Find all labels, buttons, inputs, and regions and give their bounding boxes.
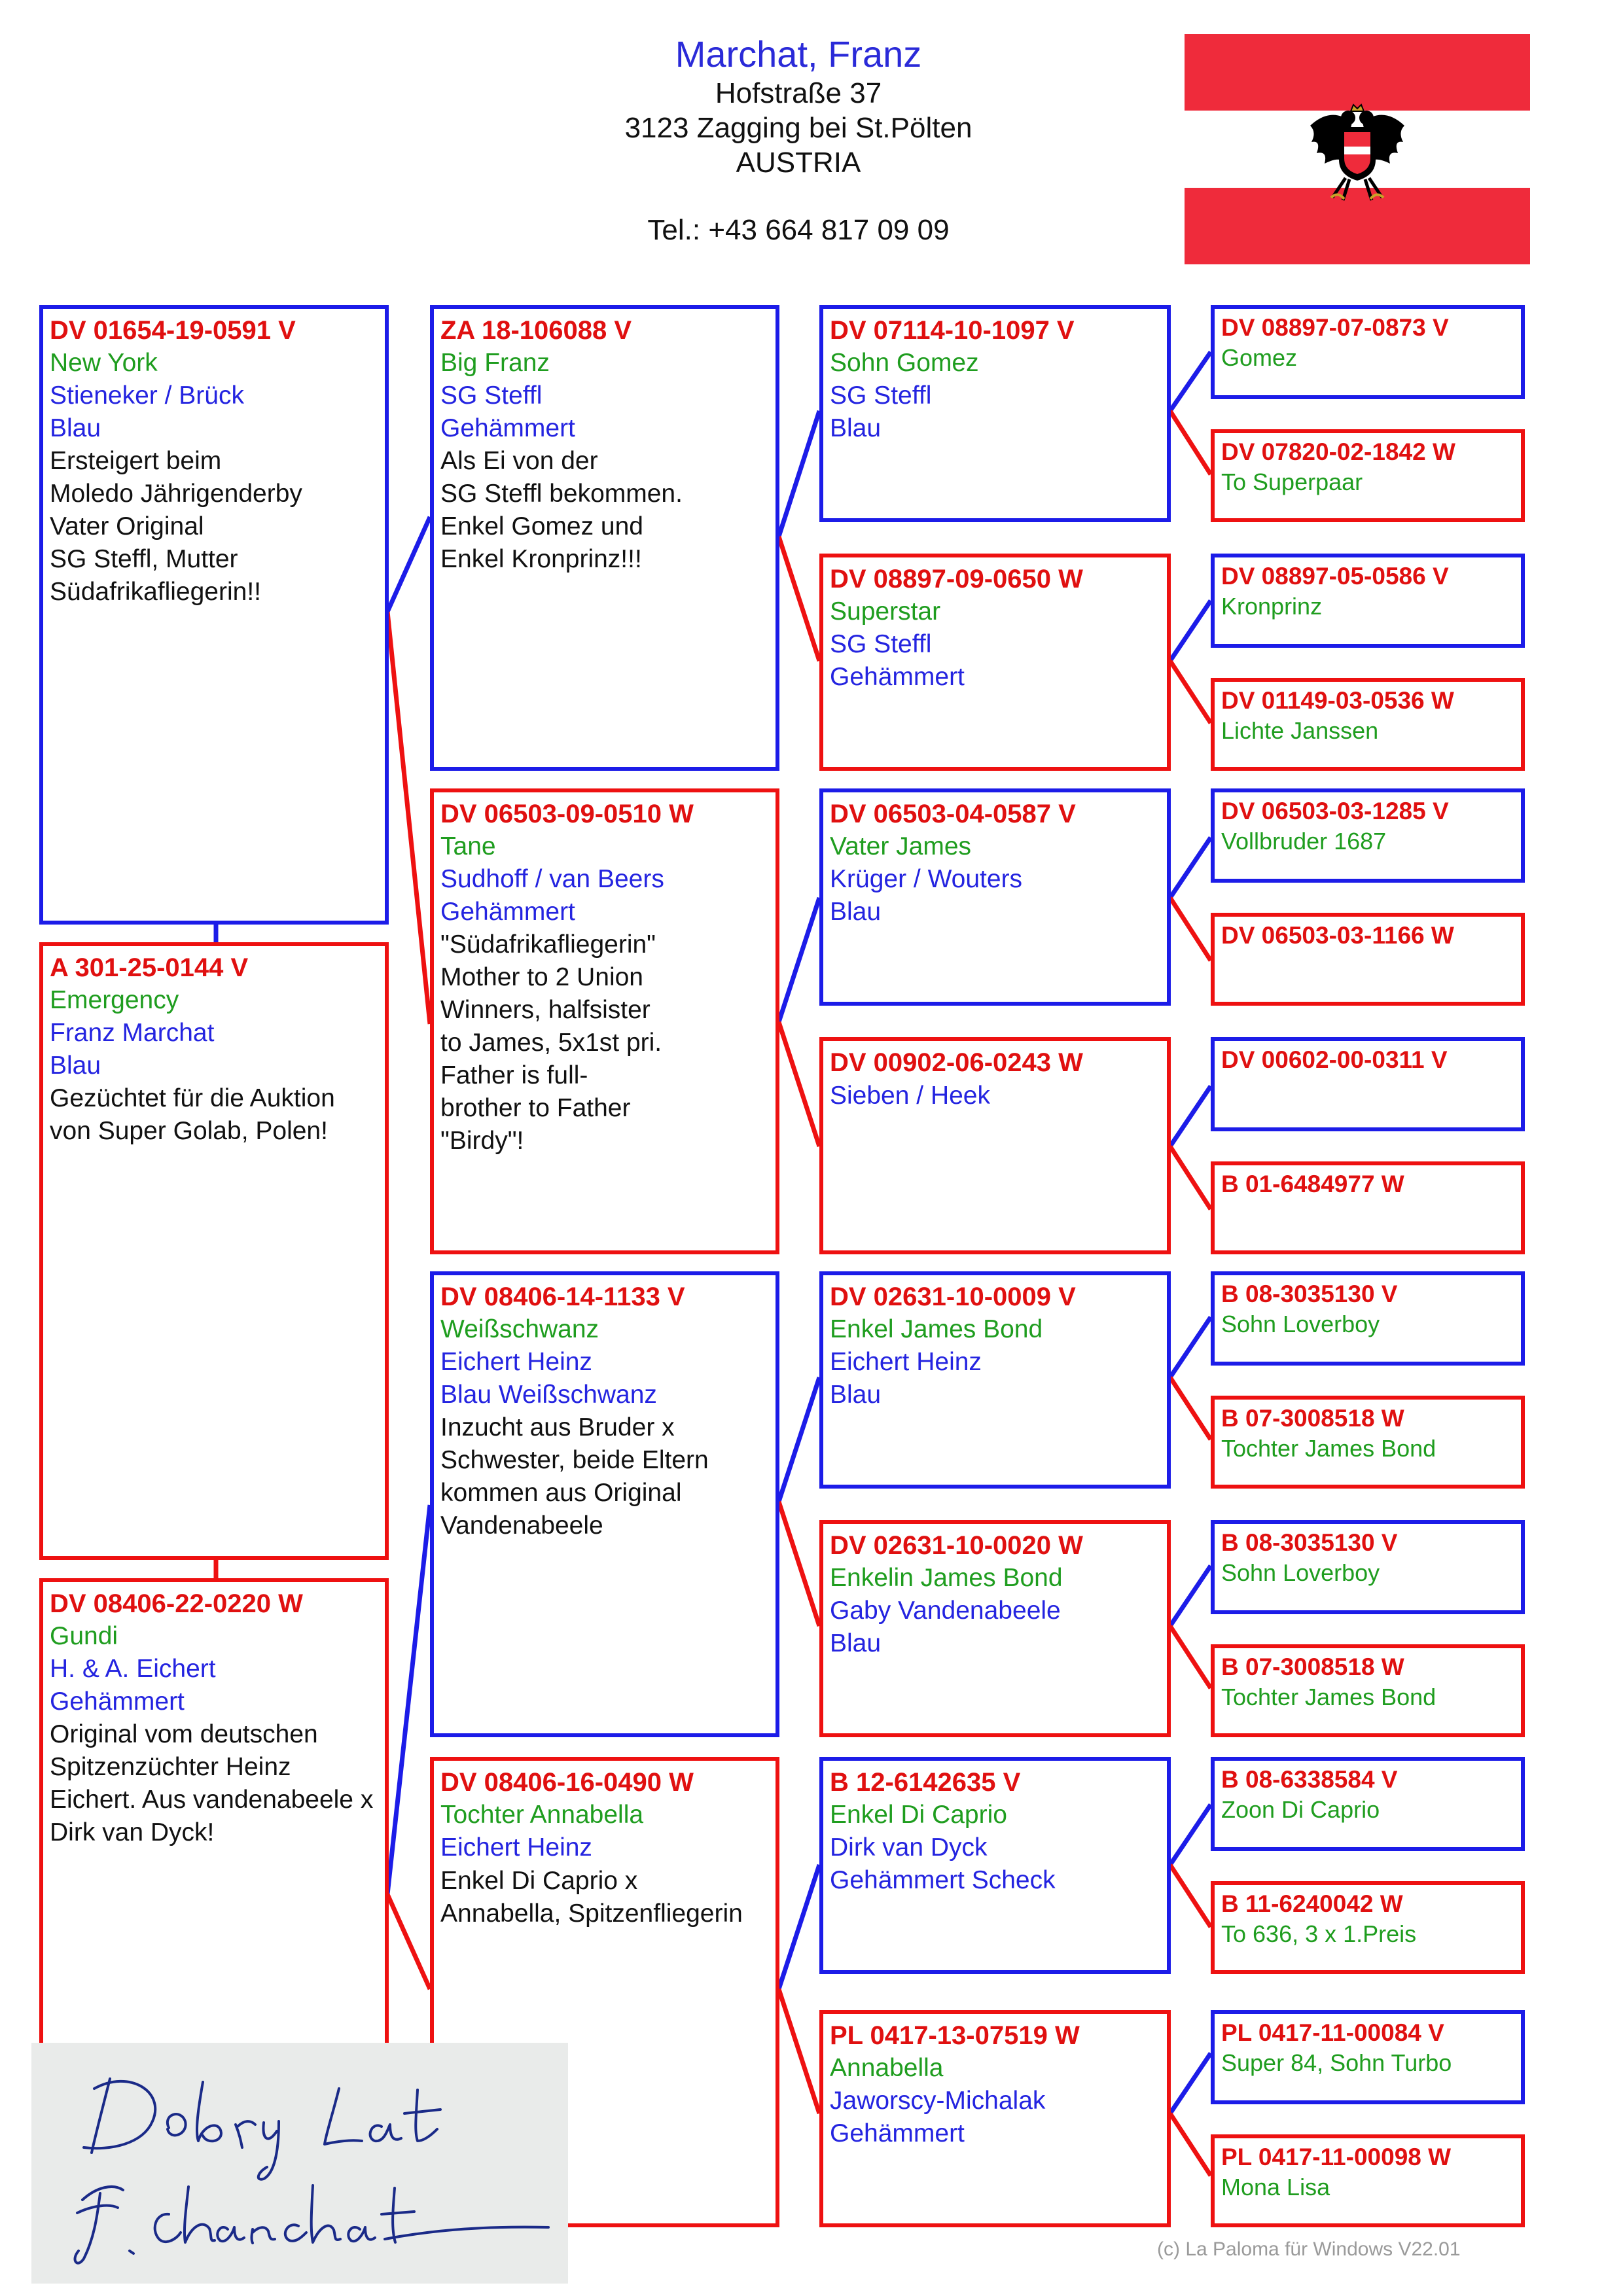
ring-number: B 12-6142635 V [830,1768,1021,1797]
pigeon-note: Gezüchtet für die Auktion von Super Golab, Polen! [50,1084,335,1145]
pigeon-name: Kronprinz [1221,593,1323,620]
pigeon-card-gg2 [819,554,1171,771]
plumage-color: Gehämmert [50,1687,185,1716]
ring-number: B 11-6240042 W [1221,1890,1403,1917]
ring-number: DV 01654-19-0591 V [50,316,296,345]
pigeon-note: Als Ei von der SG Steffl bekommen. Enkel Gomez und Enkel Kronprinz!!! [440,447,683,573]
ring-number: DV 06503-09-0510 W [440,800,694,828]
pigeon-card-subject [39,942,389,1560]
ring-number: DV 02631-10-0020 W [830,1531,1083,1560]
plumage-color: Gehämmert [440,898,575,926]
ring-number: B 08-3035130 V [1221,1280,1398,1307]
pigeon-card-ggg13 [1211,1757,1525,1851]
breeder: SG Steffl [830,630,932,658]
ring-number: DV 08897-07-0873 V [1221,314,1449,341]
ring-number: DV 06503-04-0587 V [830,800,1076,828]
ring-number: ZA 18-106088 V [440,316,632,345]
ring-number: B 07-3008518 W [1221,1653,1404,1680]
ring-number: DV 07114-10-1097 V [830,316,1075,345]
pigeon-name: Tochter James Bond [1221,1684,1436,1710]
breeder: SG Steffl [830,381,932,410]
ring-number: DV 08897-09-0650 W [830,565,1083,593]
pigeon-name: Tochter Annabella [440,1801,644,1829]
owner-city: 3123 Zagging bei St.Pölten [624,112,972,144]
owner-street: Hofstraße 37 [715,77,882,109]
pigeon-name [1221,1075,1514,1076]
pigeon-name: Vater James [830,832,972,860]
pigeon-note: Original vom deutschen Spitzenzüchter Heinz Eichert. Aus vandenabeele x Dirk van Dyck! [50,1720,374,1846]
pigeon-name: Mona Lisa [1221,2174,1330,2200]
ring-number: B 07-3008518 W [1221,1405,1404,1432]
pigeon-card-ggg6 [1211,913,1525,1006]
ring-number: B 01-6484977 W [1221,1171,1404,1197]
owner-country: AUSTRIA [736,147,861,179]
breeder: Sudhoff / van Beers [440,865,664,893]
pigeon-name: Gundi [50,1622,118,1650]
ring-number: DV 08897-05-0586 V [1221,563,1449,590]
plumage-color: Blau [830,1629,882,1657]
breeder: Eichert Heinz [830,1348,982,1376]
breeder: Dirk van Dyck [830,1833,988,1862]
ring-number: PL 0417-13-07519 W [830,2021,1080,2050]
pigeon-name: Enkel Di Caprio [830,1801,1007,1829]
pigeon-name: New York [50,349,158,377]
plumage-color: Blau Weißschwanz [440,1381,657,1409]
breeder: Eichert Heinz [440,1348,592,1376]
pigeon-name: Tochter James Bond [1221,1435,1436,1462]
plumage-color: Blau [50,414,101,442]
pigeon-card-gg5 [819,1271,1171,1489]
pigeon-card-ggg14 [1211,1881,1525,1974]
ring-number: DV 00602-00-0311 V [1221,1046,1448,1073]
pigeon-name: Lichte Janssen [1221,717,1379,744]
plumage-color: Gehämmert [830,663,965,691]
breeder: H. & A. Eichert [50,1655,216,1683]
pigeon-card-ggg11 [1211,1520,1525,1614]
pigeon-card-grandsire-paternal [430,305,779,771]
pigeon-card-gg3 [819,788,1171,1006]
ring-number: DV 06503-03-1285 V [1221,798,1449,824]
plumage-color: Gehämmert [440,414,575,442]
pigeon-name: Sohn Loverboy [1221,1559,1380,1586]
pigeon-name: Enkelin James Bond [830,1564,1063,1592]
pigeon-card-ggg12 [1211,1644,1525,1737]
owner-phone: Tel.: +43 664 817 09 09 [647,214,950,246]
breeder: Gaby Vandenabeele [830,1597,1061,1625]
plumage-color: Gehämmert Scheck [830,1866,1056,1894]
plumage-color: Gehämmert [830,2119,965,2147]
pigeon-name: Super 84, Sohn Turbo [1221,2049,1452,2076]
pigeon-card-ggg5 [1211,788,1525,883]
pigeon-card-gg7 [819,1757,1171,1974]
plumage-color: Blau [50,1051,101,1080]
pigeon-note: "Südafrikafliegerin" Mother to 2 Union Winners, halfsister to James, 5x1st pri. Father is full- brother to Father "Birdy"! [440,930,662,1155]
pigeon-card-ggg4 [1211,678,1525,771]
ring-number: A 301-25-0144 V [50,953,249,982]
breeder: Sieben / Heek [830,1082,990,1110]
ring-number: DV 08406-22-0220 W [50,1589,303,1618]
plumage-color [830,1112,1160,1113]
pigeon-card-ggg10 [1211,1396,1525,1489]
pigeon-card-ggg15 [1211,2010,1525,2104]
pigeon-note: Inzucht aus Bruder x Schwester, beide Eltern kommen aus Original Vandenabeele [440,1413,709,1540]
pigeon-card-granddam-paternal [430,788,779,1254]
ring-number: DV 01149-03-0536 W [1221,687,1454,714]
pigeon-name: Annabella [830,2054,944,2082]
handwritten-signature [31,2043,568,2284]
breeder: Stieneker / Brück [50,381,244,410]
ring-number: DV 07820-02-1842 W [1221,438,1455,465]
pigeon-name [1221,1199,1514,1200]
ring-number: DV 02631-10-0009 V [830,1282,1076,1311]
pigeon-name: Sohn Gomez [830,349,979,377]
pigeon-name: Gomez [1221,344,1298,371]
ring-number: B 08-3035130 V [1221,1529,1398,1556]
pigeon-name: Tane [440,832,496,860]
plumage-color: Blau [830,898,882,926]
pigeon-name: Sohn Loverboy [1221,1311,1380,1337]
pigeon-name: To 636, 3 x 1.Preis [1221,1920,1417,1947]
plumage-color: Blau [830,1381,882,1409]
pigeon-note: Ersteigert beim Moledo Jährigenderby Vater Original SG Steffl, Mutter Südafrikafliegerin!! [50,447,302,606]
pigeon-name: Weißschwanz [440,1315,599,1343]
pigeon-card-gg4 [819,1037,1171,1254]
software-credit: (c) La Paloma für Windows V22.01 [1157,2238,1461,2260]
pigeon-name: Enkel James Bond [830,1315,1043,1343]
ring-number: DV 08406-16-0490 W [440,1768,694,1797]
pigeon-name: To Superpaar [1221,468,1363,495]
pigeon-card-ggg8 [1211,1161,1525,1254]
pigeon-name: Superstar [830,597,941,626]
pigeon-card-ggg7 [1211,1037,1525,1131]
breeder: Franz Marchat [50,1019,215,1047]
pigeon-card-ggg9 [1211,1271,1525,1366]
ring-number: DV 00902-06-0243 W [830,1048,1083,1077]
ring-number: PL 0417-11-00098 W [1221,2144,1452,2170]
ring-number: DV 06503-03-1166 W [1221,922,1454,949]
ring-number: B 08-6338584 V [1221,1766,1398,1793]
pigeon-card-grandsire-maternal [430,1271,779,1737]
pigeon-card-ggg2 [1211,429,1525,522]
pigeon-name: Big Franz [440,349,550,377]
pigeon-card-ggg1 [1211,305,1525,399]
breeder: Krüger / Wouters [830,865,1023,893]
pigeon-note: Enkel Di Caprio x Annabella, Spitzenfliegerin [440,1867,743,1928]
plumage-color: Blau [830,414,882,442]
breeder: SG Steffl [440,381,543,410]
pigeon-name: Zoon Di Caprio [1221,1796,1380,1823]
pigeon-name: Vollbruder 1687 [1221,828,1387,855]
pigeon-card-gg1 [819,305,1171,522]
owner-name: Marchat, Franz [675,33,922,75]
pigeon-name: Emergency [50,986,179,1014]
pigeon-card-ggg3 [1211,554,1525,648]
pigeon-card-gg6 [819,1520,1171,1737]
pigeon-card-father [39,305,389,925]
pigeon-card-gg8 [819,2010,1171,2227]
ring-number: DV 08406-14-1133 V [440,1282,685,1311]
breeder: Jaworscy-Michalak [830,2087,1046,2115]
breeder: Eichert Heinz [440,1833,592,1862]
ring-number: PL 0417-11-00084 V [1221,2019,1444,2046]
pigeon-card-ggg16 [1211,2134,1525,2227]
